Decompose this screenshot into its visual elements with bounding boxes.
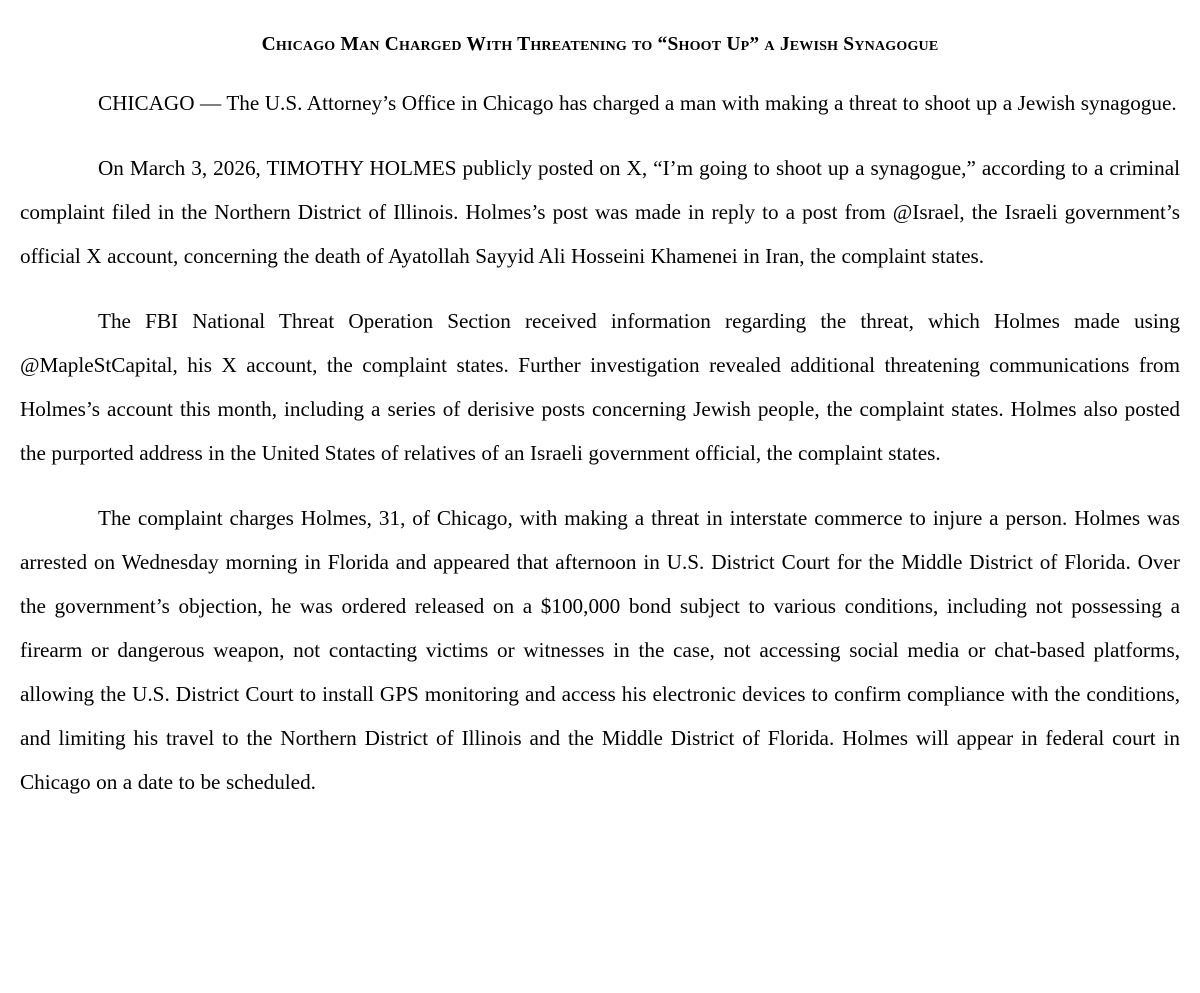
paragraph-charges: The complaint charges Holmes, 31, of Chicago, with making a threat in interstate commerce to injure a person. Holmes was arrested on Wednesday morning in Florida and appeared that afternoon in U.S. District Court for the Middle District of Florida. Over the government’s objection, he was ordered released on a $100,000 bond subject to various conditions, including not possessing a firearm or dangerous weapon, not contacting victims or witnesses in the case, not accessing social media or chat-based platforms, allowing the U.S. District Court to install GPS monitoring and access his electronic devices to confirm compliance with the conditions, and limiting his travel to the Northern District of Illinois and the Middle District of Florida. Holmes will appear in federal court in Chicago on a date to be scheduled. xyxy=(20,506,1180,795)
paragraph-lede: CHICAGO — The U.S. Attorney’s Office in Chicago has charged a man with making a threat to shoot up a Jewish synagogue. xyxy=(98,91,1177,116)
paragraph-allegation: On March 3, 2026, TIMOTHY HOLMES publicly posted on X, “I’m going to shoot up a synagogue,” according to a criminal complaint filed in the Northern District of Illinois. Holmes’s post was made in reply to a post from @Israel, the Israeli government’s official X account, concerning the death of Ayatollah Sayyid Ali Hosseini Khamenei in Iran, the complaint states. xyxy=(20,156,1180,269)
page-title: Chicago Man Charged With Threatening to “Shoot Up” a Jewish Synagogue xyxy=(261,34,939,55)
document-body xyxy=(0,81,1200,804)
paragraph-investigation: The FBI National Threat Operation Section received information regarding the threat, which Holmes made using @MapleStCapital, his X account, the complaint states. Further investigation revealed additional threatening communications from Holmes’s account this month, including a series of derisive posts concerning Jewish people, the complaint states. Holmes also posted the purported address in the United States of relatives of an Israeli government official, the complaint states. xyxy=(20,309,1180,466)
